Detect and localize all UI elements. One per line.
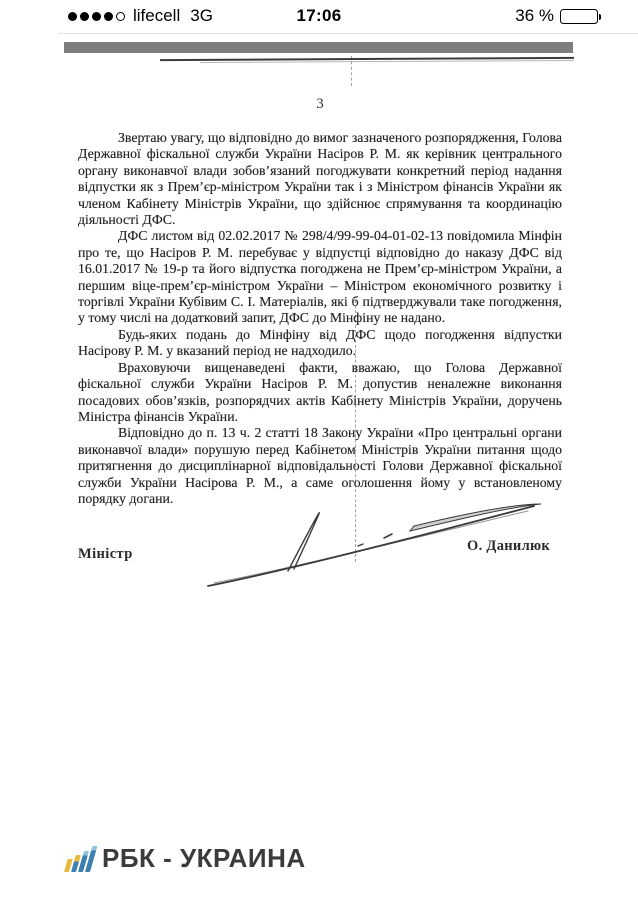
status-bar-right — [515, 0, 598, 32]
rbc-ukraine-logo — [63, 843, 306, 874]
signoff-name-label: О. Данилюк — [467, 538, 551, 554]
paragraph: Відповідно до п. 13 ч. 2 статті 18 Закону України «Про центральні органи виконавчої влади» порушую перед Кабінетом Міністрів України питання щодо притягнення до дисциплінарної відповідальності Голови Державної фіскальної служби України Насірова Р. М., а саме оголошення йому у встановленому порядку догани. — [78, 425, 562, 506]
paragraph: Враховуючи вищенаведені факти, вважаю, що Голова Державної фіскальної служби України Насіров Р. М. допустив неналежне виконання посадових обов’язків, розпорядчих актів Кабінету Міністрів України, доручень Міністра фінансів України. — [78, 359, 562, 424]
paragraph: Будь-яких подань до Мінфіну від ДФС щодо погодження відпустки Насірову Р. М. у вказаний період не надходило. — [78, 326, 562, 359]
network-type-label: 3G — [190, 6, 213, 25]
paragraph: ДФС листом від 02.02.2017 № 298/4/99-99-04-01-02-13 повідомила Мінфін про те, що Насіров Р. М. перебуває у відпустці відповідно до наказу ДФС від 16.01.2017 № 19-р та його відпустка погоджена не Прем’єр-міністром України, а першим віце-прем’єр-міністром України – Міністром економічного розвитку і торгівлі України Кубівим С. І. Матеріалів, які б підтверджували таке погодження, у тому числі на додатковий запит, ДФС до Мінфіну не надано. — [78, 228, 562, 326]
status-bar-divider — [58, 33, 638, 34]
page-number: 3 — [316, 96, 324, 112]
status-bar — [0, 0, 638, 32]
clock-label: 17:06 — [296, 6, 342, 25]
bar-chart-logo-icon — [63, 845, 95, 873]
battery-percent-label: 36 % — [515, 6, 554, 25]
battery-nub — [599, 14, 602, 20]
battery-icon — [560, 9, 598, 24]
carrier-label: lifecell — [133, 6, 181, 25]
paragraph: Звертаю увагу, що відповідно до вимог зазначеного розпорядження, Голова Державної фіскальної служби України Насіров Р. М. як керівник центрального органу виконавчої влади зобов’язаний погоджувати конкретний період надання відпустки як з Прем’єр-міністром України так і з Міністром фінансів України як членом Кабінету Міністрів України, що здійснює спрямування та координацію діяльності ДФС. — [78, 130, 562, 228]
fold-crease-line — [351, 56, 352, 86]
signoff-role-label: Міністр — [78, 546, 133, 562]
scan-header-bar — [64, 42, 573, 53]
logo-text: РБК - УКРАИНА — [102, 843, 306, 873]
document-body — [78, 130, 562, 507]
